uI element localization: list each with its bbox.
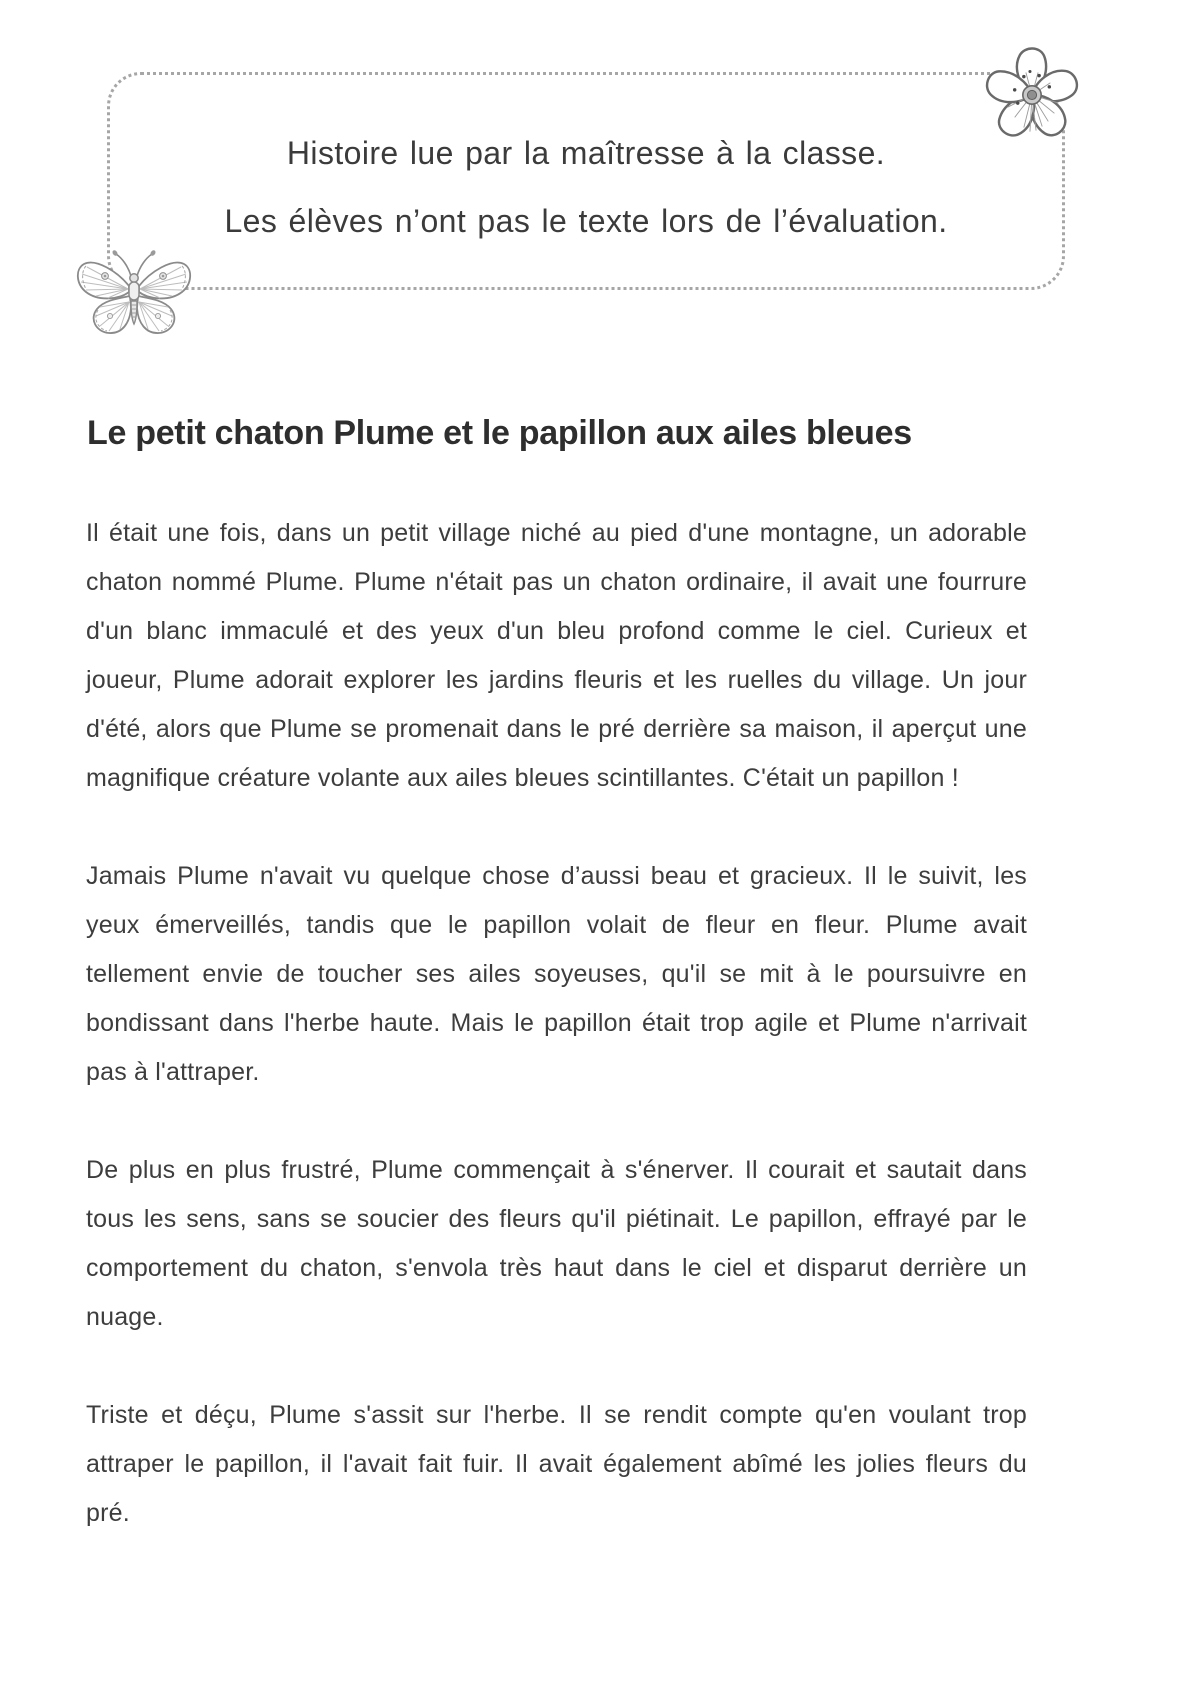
header-note-box [107, 72, 1065, 290]
story-paragraph-1: Il était une fois, dans un petit village niché au pied d'une montagne, un adorable chaton nommé Plume. Plume n'était pas un chaton ordinaire, il avait une fourrure d'un blanc immaculé et des yeux d'un bleu profond comme le ciel. Curieux et joueur, Plume adorait explorer les jardins fleuris et les ruelles du village. Un jour d'été, alors que Plume se promenait dans le pré derrière sa maison, il aperçut une magnifique créature volante aux ailes bleues scintillantes. C'était un papillon ! [86, 519, 1027, 792]
header-note-text [110, 119, 1062, 255]
story-paragraph-2: Jamais Plume n'avait vu quelque chose d’aussi beau et gracieux. Il le suivit, les yeux émerveillés, tandis que le papillon volait de fleur en fleur. Plume avait tellement envie de toucher ses ailes soyeuses, qu'il se mit à le poursuivre en bondissant dans l'herbe haute. Mais le papillon était trop agile et Plume n'arrivait pas à l'attraper. [86, 862, 1027, 1086]
story-body [86, 509, 1027, 1538]
story-paragraph-3: De plus en plus frustré, Plume commençait à s'énerver. Il courait et sautait dans tous les sens, sans se soucier des fleurs qu'il piétinait. Le papillon, effrayé par le comportement du chaton, s'envola très haut dans le ciel et disparut derrière un nuage. [86, 1156, 1027, 1331]
header-note-line1: Histoire lue par la maîtresse à la classe. [286, 135, 886, 171]
header-note-line2: Les élèves n’ont pas le texte lors de l’évaluation. [224, 203, 948, 239]
butterfly-icon [74, 244, 194, 339]
story-paragraph-4: Triste et déçu, Plume s'assit sur l'herbe. Il se rendit compte qu'en voulant trop attraper le papillon, il l'avait fait fuir. Il avait également abîmé les jolies fleurs du pré. [86, 1401, 1027, 1527]
story-title: Le petit chaton Plume et le papillon aux ailes bleues [87, 414, 912, 452]
flower-icon [981, 42, 1083, 152]
